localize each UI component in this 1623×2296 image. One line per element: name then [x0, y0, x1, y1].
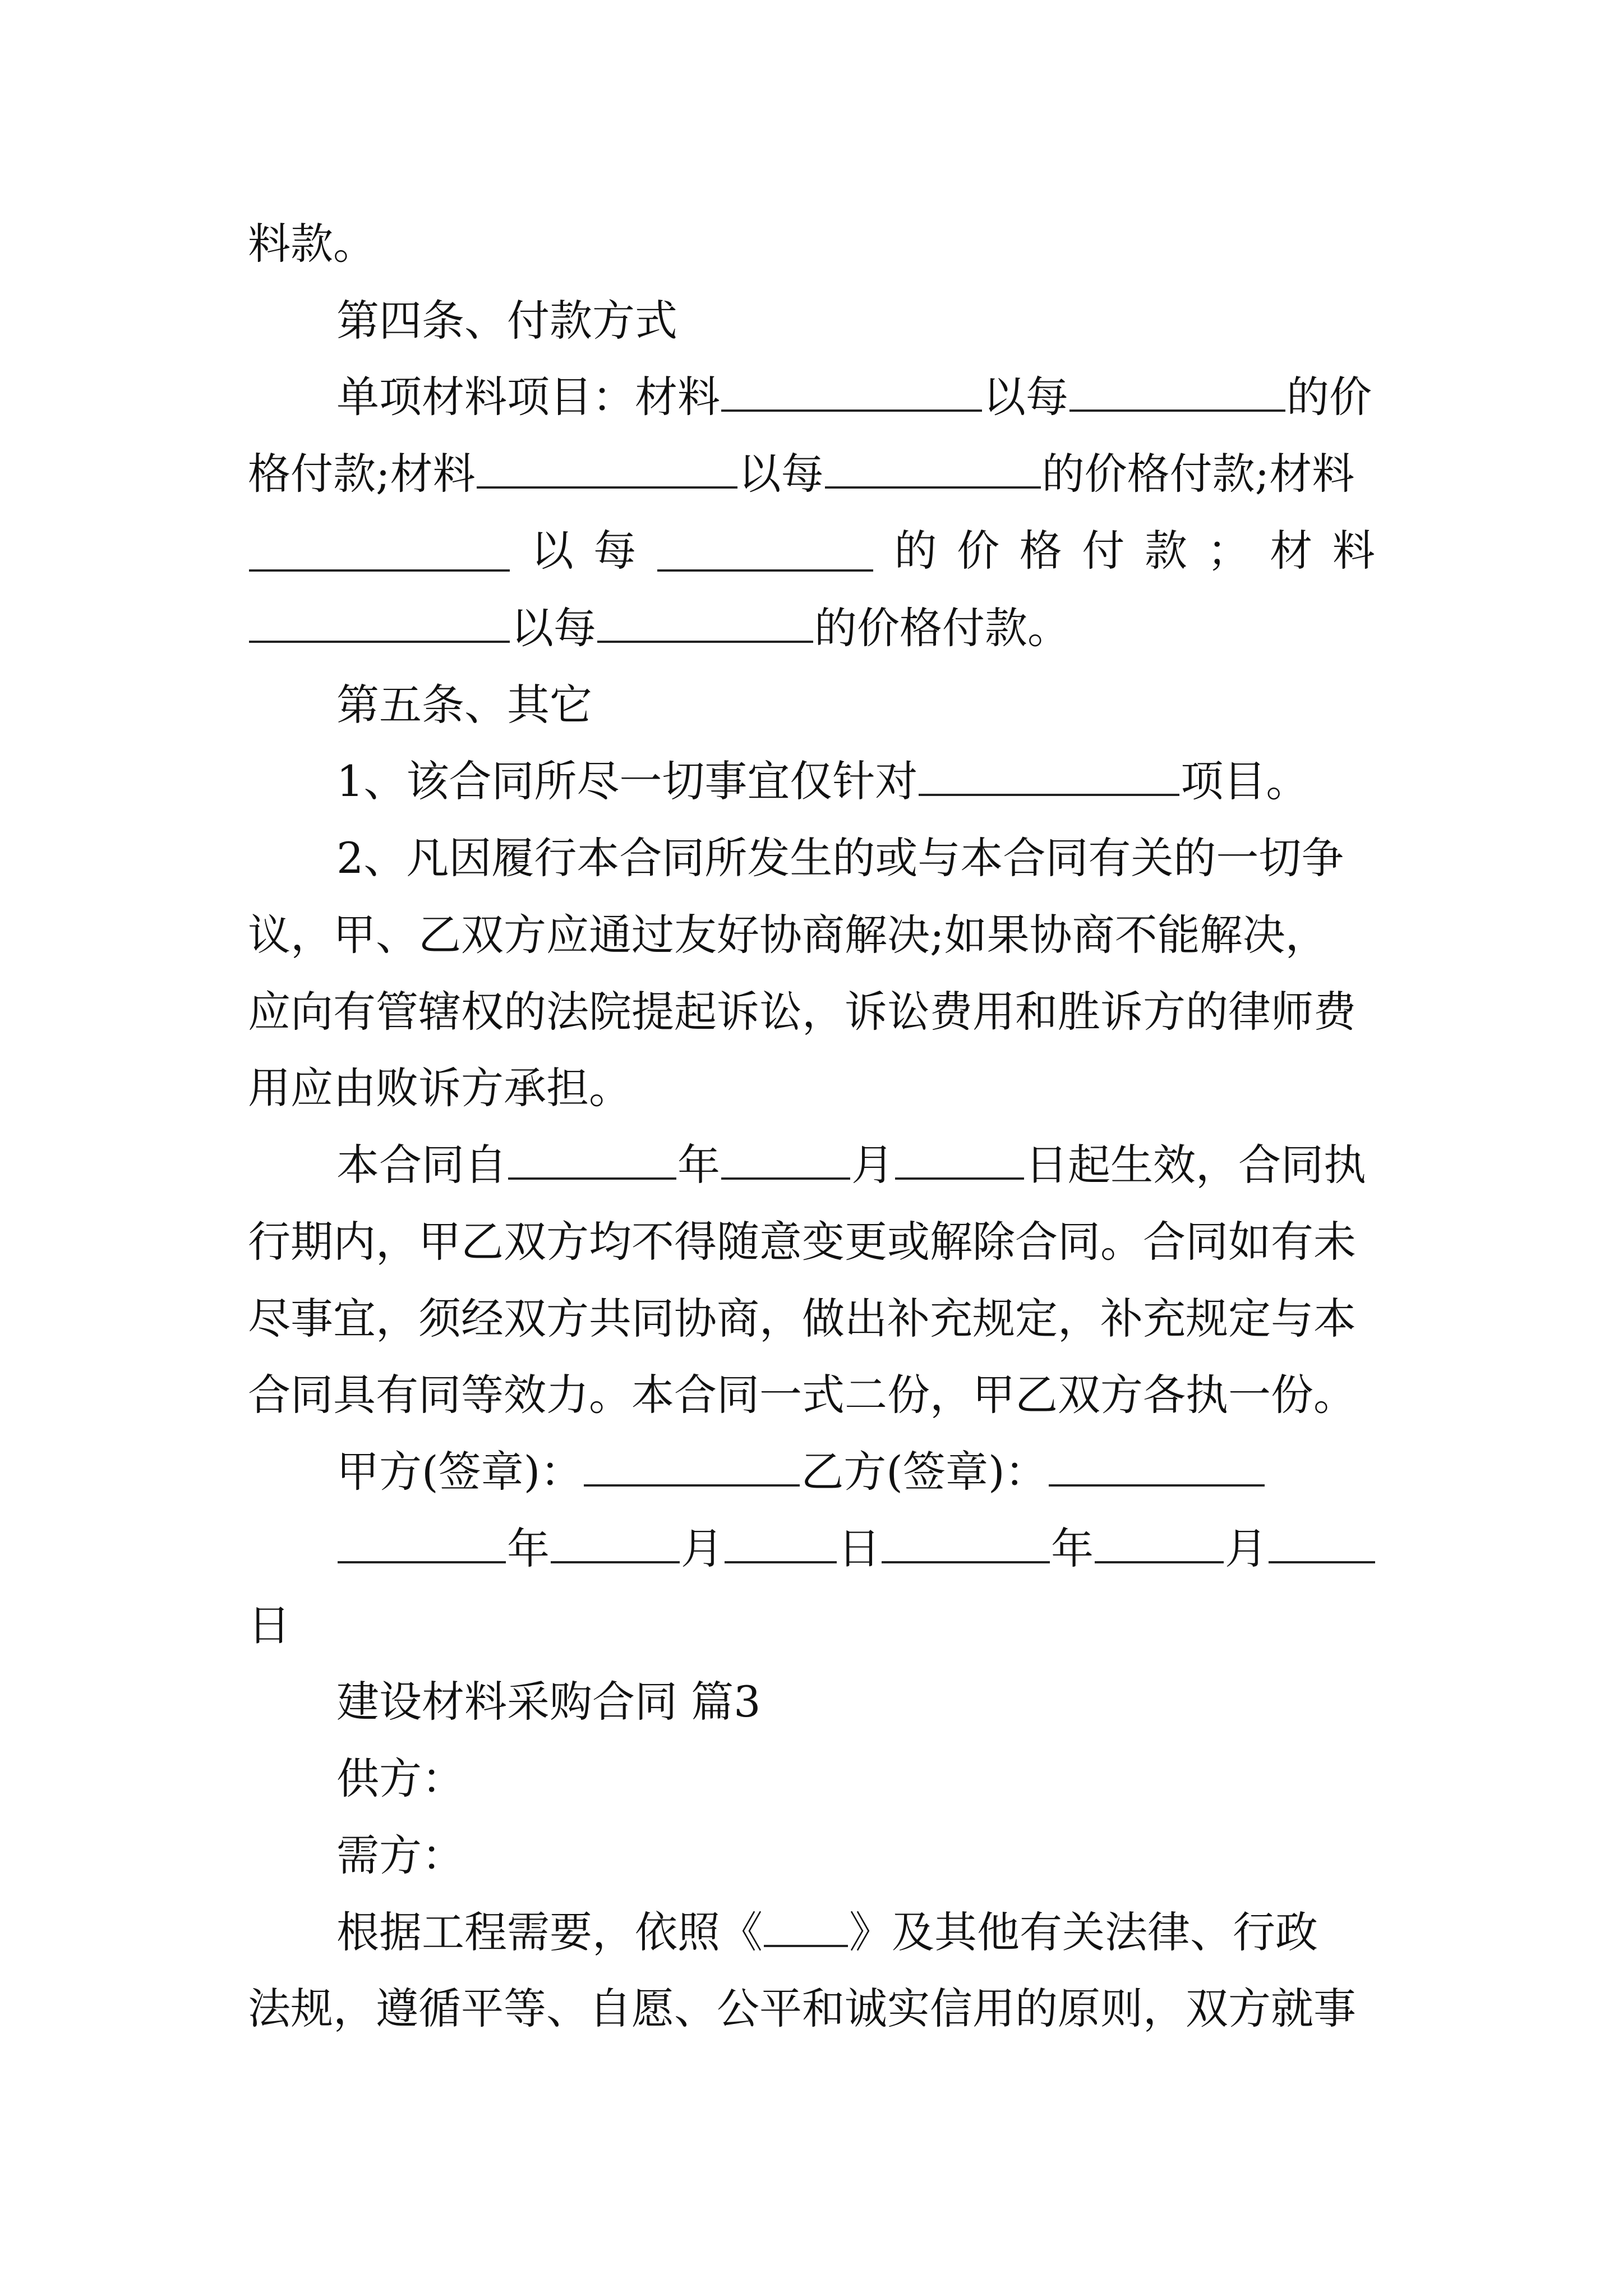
fill-blank — [1049, 1445, 1265, 1487]
text: 日 — [248, 1600, 291, 1650]
text: 法规，遵循平等、自愿、公平和诚实信用的原则，双方就事 — [248, 1984, 1356, 2033]
fill-blank — [249, 530, 510, 572]
text: 日 — [838, 1524, 880, 1573]
article-heading — [336, 282, 1375, 360]
fill-blank — [657, 530, 873, 572]
text: 日起生效，合同执 — [1025, 1140, 1366, 1190]
fill-blank — [725, 1522, 837, 1563]
text: 月 — [851, 1140, 894, 1190]
text: 》及其他有关法律、行政 — [849, 1907, 1318, 1957]
text: 材 — [1270, 526, 1313, 576]
text-line — [248, 1203, 1375, 1281]
text-line — [248, 1356, 1375, 1434]
buyer-label — [336, 1816, 1375, 1895]
text: 年 — [507, 1524, 550, 1573]
text: 的价格付款。 — [814, 603, 1070, 653]
text-line — [248, 1049, 1375, 1128]
text-line — [248, 896, 1375, 974]
text: 建设材料采购合同 篇3 — [336, 1677, 761, 1727]
text-line — [336, 1893, 1375, 1972]
signature-line — [336, 1433, 1375, 1511]
text: 年 — [677, 1140, 720, 1190]
fill-blank — [721, 1138, 850, 1180]
fill-blank — [508, 1138, 676, 1180]
text: 合同具有同等效力。本合同一式二份，甲乙双方各执一份。 — [248, 1370, 1356, 1420]
text-line — [248, 1586, 1375, 1665]
text: 第五条、其它 — [336, 680, 592, 730]
fill-blank — [551, 1522, 680, 1563]
text-line — [248, 1970, 1375, 2048]
date-line — [336, 1510, 1375, 1588]
text: 年 — [1051, 1524, 1094, 1573]
fill-blank — [919, 754, 1179, 796]
text: 2、凡因履行本合同所发生的或与本合同有关的一切争 — [336, 833, 1344, 883]
fill-blank — [249, 601, 510, 643]
text: 以 — [531, 526, 574, 576]
text: 格付款;材料 — [248, 449, 476, 499]
text: 以每 — [983, 372, 1068, 422]
text-line — [336, 1126, 1375, 1204]
fill-blank — [882, 1522, 1050, 1563]
text-line — [248, 589, 1375, 668]
text-line — [336, 742, 1375, 821]
fill-blank — [825, 447, 1041, 489]
text: 料款。 — [248, 219, 376, 269]
fill-blank — [584, 1445, 800, 1487]
text: 格 — [1019, 526, 1062, 576]
text-line — [336, 358, 1375, 436]
text: 尽事宜，须经双方共同协商，做出补充规定，补充规定与本 — [248, 1294, 1356, 1343]
text: 供方： — [336, 1754, 464, 1803]
section-title — [336, 1663, 1375, 1741]
fill-blank — [721, 370, 982, 412]
text: 本合同自 — [336, 1140, 507, 1190]
text: 价 — [957, 526, 1000, 576]
text: 应向有管辖权的法院提起诉讼，诉讼费用和胜诉方的律师费 — [248, 987, 1356, 1037]
fill-blank — [895, 1138, 1024, 1180]
text-line — [248, 205, 1375, 283]
party-b-signature-label: 乙方(签章)： — [801, 1447, 1048, 1497]
text: 行期内，甲乙双方均不得随意变更或解除合同。合同如有未 — [248, 1217, 1356, 1267]
text-line — [248, 973, 1375, 1051]
text: 1、该合同所尽一切事宜仅针对 — [336, 756, 918, 806]
text: 单项材料项目：材料 — [336, 372, 720, 422]
text-line — [336, 819, 1375, 898]
text: 的 — [894, 526, 937, 576]
fill-blank — [1069, 370, 1285, 412]
text: 料 — [1332, 526, 1375, 576]
text: 以每 — [511, 603, 596, 653]
text: 议，甲、乙双方应通过友好协商解决;如果协商不能解决， — [248, 910, 1328, 960]
text: ； — [1207, 526, 1250, 576]
party-a-signature-label: 甲方(签章)： — [336, 1447, 583, 1497]
text: 用应由败诉方承担。 — [248, 1063, 631, 1113]
fill-blank — [1095, 1522, 1224, 1563]
fill-blank — [597, 601, 813, 643]
fill-blank — [338, 1522, 506, 1563]
text: 月 — [1225, 1524, 1267, 1573]
text: 款 — [1145, 526, 1187, 576]
text: 需方： — [336, 1830, 464, 1880]
text: 的价格付款;材料 — [1041, 449, 1355, 499]
article-heading — [336, 666, 1375, 744]
text: 根据工程需要，依照《 — [336, 1907, 763, 1957]
text: 的价 — [1287, 372, 1372, 422]
text-line — [248, 435, 1375, 513]
text: 每 — [593, 526, 637, 576]
text: 项目。 — [1181, 756, 1309, 806]
fill-blank — [764, 1906, 848, 1947]
text-line — [248, 512, 1375, 590]
fill-blank — [1269, 1522, 1375, 1563]
text: 第四条、付款方式 — [336, 296, 677, 346]
supplier-label — [336, 1740, 1375, 1818]
text: 付 — [1082, 526, 1125, 576]
text: 月 — [681, 1524, 723, 1573]
text: 以每 — [738, 449, 824, 499]
text-line — [248, 1280, 1375, 1358]
fill-blank — [477, 447, 737, 489]
